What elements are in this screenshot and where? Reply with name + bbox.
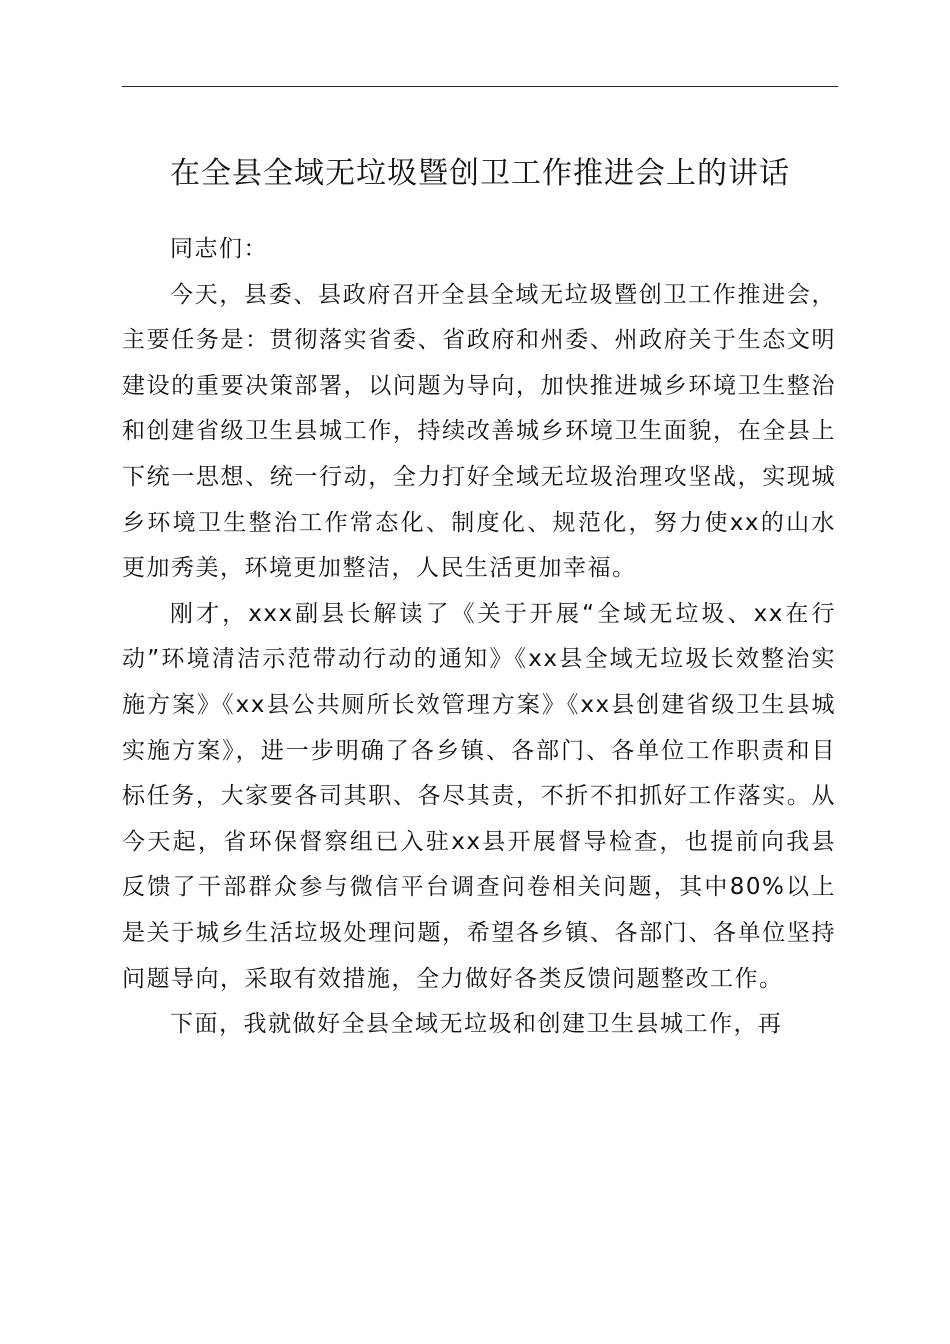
document-title: 在全县全域无垃圾暨创卫工作推进会上的讲话 xyxy=(170,156,790,191)
paragraph-3: 下面，我就做好全县全域无垃圾和创建卫生县城工作，再 xyxy=(170,1011,783,1038)
salutation: 同志们： xyxy=(170,236,268,262)
document-body xyxy=(122,227,836,1048)
paragraph-1: 今天，县委、县政府召开全县全域无垃圾暨创卫工作推进会，主要任务是：贯彻落实省委、省政府和州委、州政府关于生态文明建设的重要决策部署，以问题为导向，加快推进城乡环境卫生整治和创建省级卫生县城工作，持续改善城乡环境卫生面貌，在全县上下统一思想、统一行动，全力打好全域无垃圾治理攻坚战，实现城乡环境卫生整治工作常态化、制度化、规范化，努力使xx的山水更加秀美，环境更加整洁，人民生活更加幸福。 xyxy=(122,281,836,582)
paragraph-2: 刚才，xxx副县长解读了《关于开展“全域无垃圾、xx在行动”环境清洁示范带动行动的通知》《xx县全域无垃圾长效整治实施方案》《xx县公共厕所长效管理方案》《xx县创建省级卫生县城实施方案》，进一步明确了各乡镇、各部门、各单位工作职责和目标任务，大家要各司其职、各尽其责，不折不扣抓好工作落实。从今天起，省环保督察组已入驻xx县开展督导检查，也提前向我县反馈了干部群众参与微信平台调查问卷相关问题，其中80%以上是关于城乡生活垃圾处理问题，希望各乡镇、各部门、各单位坚持问题导向，采取有效措施，全力做好各类反馈问题整改工作。 xyxy=(122,600,836,992)
header-rule xyxy=(122,86,838,87)
